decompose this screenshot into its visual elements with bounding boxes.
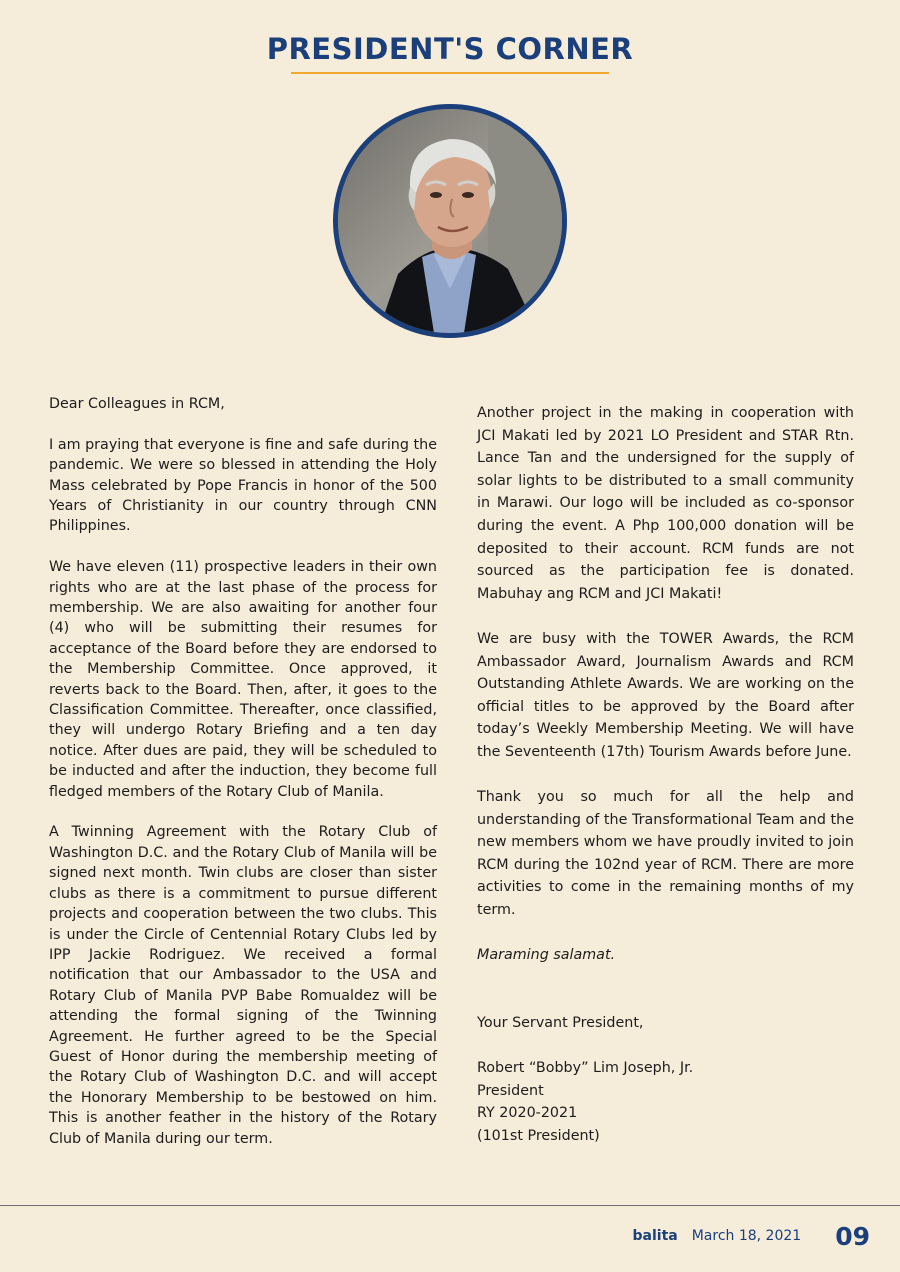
signature-block — [477, 1057, 854, 1147]
signature-position: President — [477, 1082, 544, 1099]
right-column — [477, 402, 854, 1147]
signature-name: Robert “Bobby” Lim Joseph, Jr. — [477, 1060, 694, 1077]
paragraph: I am praying that everyone is fine and safe during the pandemic. We were so blessed in attending the Holy Mass celebrated by Pope Francis in honor of the 500 Years of Christianity in our country through CNN Philippines. — [49, 436, 437, 535]
title-underline — [291, 72, 609, 74]
thanks-line: Maraming salamat. — [477, 947, 616, 964]
paragraph: Thank you so much for all the help and understanding of the Transformational Team and the new members whom we have proudly invited to join RCM during the 102nd year of RCM. There are more activities to come in the remaining months of my term. — [477, 789, 854, 919]
footer — [633, 1220, 871, 1252]
signature-note: (101st President) — [477, 1127, 600, 1144]
salutation: Dear Colleagues in RCM, — [49, 396, 225, 412]
left-column — [49, 394, 437, 1169]
publication-name: balita — [632, 1228, 678, 1244]
closing-line: Your Servant President, — [477, 1014, 644, 1031]
page-number: 09 — [835, 1221, 870, 1251]
president-photo-frame — [333, 104, 567, 338]
footer-divider — [0, 1205, 900, 1206]
paragraph: Another project in the making in cooperation with JCI Makati led by 2021 LO President and STAR Rtn. Lance Tan and the undersigned for the supply of solar lights to be distributed to a small community in Marawi. Our logo will be included as co-sponsor during the event. A Php 100,000 donation will be deposited to their account. RCM funds are not sourced as the participation fee is donated. Mabuhay ang RCM and JCI Makati! — [477, 405, 854, 602]
paragraph: A Twinning Agreement with the Rotary Club of Washington D.C. and the Rotary Club of Manila will be signed next month. Twin clubs are closer than sister clubs as there is a commitment to pursue different projects and cooperation between the two clubs. This is under the Circle of Centennial Rotary Clubs led by IPP Jackie Rodriguez. We received a formal notification that our Ambassador to the USA and Rotary Club of Manila PVP Babe Romualdez will be attending the formal signing of the Twinning Agreement. He further agreed to be the Special Guest of Honor during the membership meeting of the Rotary Club of Washington D.C. and will accept the Honorary Membership to be bestowed on him. This is another feather in the history of the Rotary Club of Manila during our term. — [49, 824, 437, 1147]
paragraph: We have eleven (11) prospective leaders in their own rights who are at the last phase of the process for membership. We are also awaiting for another four (4) who will be submitting their resumes for acceptance of the Board before they are endorsed to the Membership Committee. Once approved, it reverts back to the Board. Then, after, it goes to the Classification Committee. Thereafter, once classified, they will undergo Rotary Briefing and a ten day notice. After dues are paid, they will be scheduled to be inducted and after the induction, they become full fledged members of the Rotary Club of Manila. — [49, 559, 437, 800]
issue-date: March 18, 2021 — [691, 1228, 802, 1244]
page-title: PRESIDENT'S CORNER — [266, 32, 634, 66]
president-photo — [338, 109, 562, 333]
portrait-illustration — [338, 109, 562, 333]
signature-term: RY 2020-2021 — [477, 1105, 578, 1122]
paragraph: We are busy with the TOWER Awards, the RCM Ambassador Award, Journalism Awards and RCM Outstanding Athlete Awards. We are working on the official titles to be approved by the Board after today’s Weekly Membership Meeting. We will have the Seventeenth (17th) Tourism Awards before June. — [477, 630, 854, 760]
